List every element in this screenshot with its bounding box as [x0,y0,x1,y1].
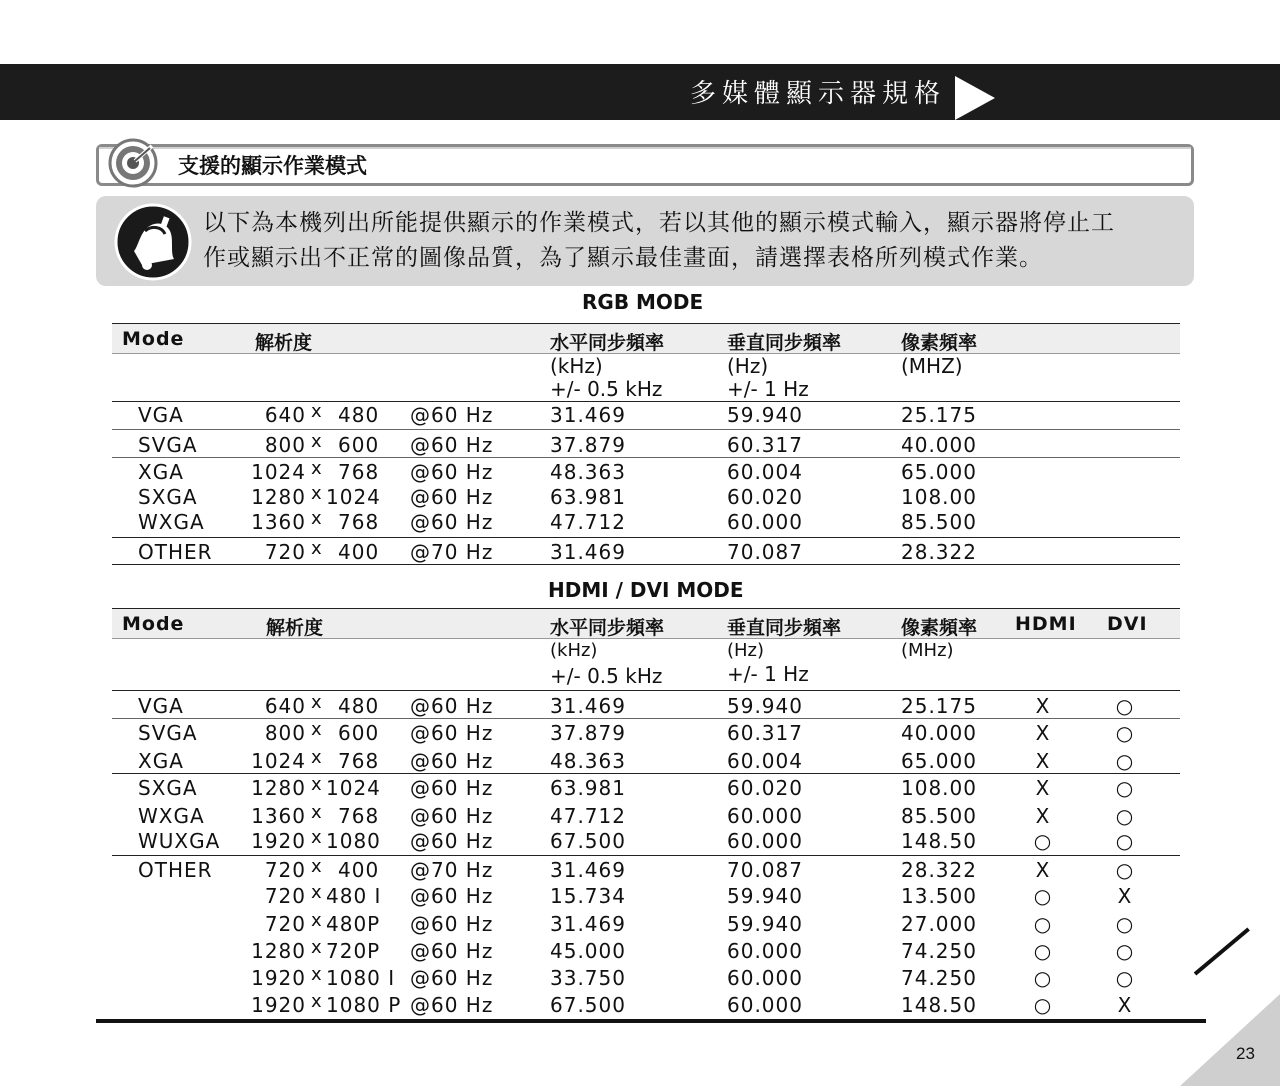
rgb-cell-width: 1360 [251,510,306,534]
rgb-cell-mode: WXGA [138,510,205,534]
rgb-rule-3 [112,537,1180,538]
rgb-cell-times: x [311,458,323,479]
rgb-cell-rate: @70 Hz [410,540,494,564]
rgb-cell-hfreq: 47.712 [550,510,626,534]
page-title: 多媒體顯示器規格 [690,79,947,109]
hdmi-cell-vfreq: 59.940 [727,884,803,908]
hdmi-cell-mode: VGA [138,694,184,718]
rgb-table-title: RGB MODE [582,290,704,314]
rgb-header-hfreq: 水平同步頻率 [550,332,665,354]
hdmi-cell-pixclock: 148.50 [901,993,977,1017]
hdmi-cell-height: 1024 [326,776,381,800]
hdmi-cell-pixclock: 74.250 [901,966,977,990]
hdmi-cell-vfreq: 70.087 [727,858,803,882]
hdmi-cell-rate: @60 Hz [410,804,494,828]
rgb-cell-pixclock: 108.00 [901,485,977,509]
hdmi-cell-height: 768 [338,804,380,828]
rgb-rule-1 [112,429,1180,430]
rgb-cell-pixclock: 25.175 [901,403,977,427]
hdmi-header-pixclock: 像素頻率 [901,617,978,639]
hdmi-table-title: HDMI / DVI MODE [548,578,744,602]
hdmi-cell-hdmi-support: ○ [1033,966,1053,990]
hdmi-unit-khz: (kHz) [550,640,598,661]
hdmi-cell-hfreq: 31.469 [550,912,626,936]
rgb-cell-hfreq: 37.879 [550,433,626,457]
rgb-cell-mode: VGA [138,403,184,427]
rgb-cell-vfreq: 60.020 [727,485,803,509]
hdmi-cell-mode: SXGA [138,776,198,800]
hdmi-cell-hdmi-support: X [1035,776,1051,800]
rgb-cell-vfreq: 70.087 [727,540,803,564]
hdmi-cell-times: x [311,802,323,823]
rgb-unit-khz: (kHz) [550,354,603,378]
hdmi-cell-height: 1080 [326,829,381,853]
hdmi-cell-vfreq: 60.000 [727,993,803,1017]
rgb-cell-pixclock: 85.500 [901,510,977,534]
rgb-cell-mode: SVGA [138,433,198,457]
hdmi-cell-width: 1920 [251,829,306,853]
rgb-cell-height: 1024 [326,485,381,509]
footer-rule [96,1019,1206,1023]
hdmi-cell-pixclock: 40.000 [901,721,977,745]
hdmi-cell-dvi-support: ○ [1115,749,1135,773]
hdmi-unit-khz-tol: +/- 0.5 kHz [550,664,663,688]
hdmi-cell-rate: @60 Hz [410,993,494,1017]
hdmi-cell-height: 480 I [326,884,382,908]
rgb-cell-times: x [311,508,323,529]
hdmi-cell-rate: @60 Hz [410,829,494,853]
rgb-cell-height: 768 [338,460,380,484]
hdmi-cell-hfreq: 37.879 [550,721,626,745]
hdmi-cell-hfreq: 67.500 [550,993,626,1017]
hdmi-cell-rate: @60 Hz [410,884,494,908]
target-icon [108,138,158,188]
hdmi-cell-hdmi-support: X [1035,804,1051,828]
hdmi-header-vfreq: 垂直同步頻率 [727,617,842,639]
rgb-cell-mode: OTHER [138,540,213,564]
hdmi-cell-height: 1080 P [326,993,402,1017]
hdmi-cell-pixclock: 13.500 [901,884,977,908]
rgb-cell-rate: @60 Hz [410,460,494,484]
hdmi-rule-3 [112,855,1180,856]
rgb-cell-pixclock: 65.000 [901,460,977,484]
rgb-unit-mhz: (MHZ) [901,354,963,378]
hdmi-cell-rate: @60 Hz [410,694,494,718]
hdmi-unit-hz-tol: +/- 1 Hz [727,662,809,686]
hdmi-cell-dvi-support: ○ [1115,721,1135,745]
hdmi-cell-vfreq: 60.000 [727,829,803,853]
hdmi-cell-times: x [311,882,323,903]
rgb-cell-times: x [311,538,323,559]
hdmi-cell-height: 720P [326,939,381,963]
rgb-cell-hfreq: 63.981 [550,485,626,509]
rgb-header-resolution: 解析度 [255,332,313,354]
hdmi-cell-height: 400 [338,858,380,882]
hdmi-cell-vfreq: 59.940 [727,694,803,718]
hdmi-header-mode: Mode [122,613,185,635]
rgb-cell-height: 768 [338,510,380,534]
hdmi-cell-width: 1024 [251,749,306,773]
rgb-cell-vfreq: 60.317 [727,433,803,457]
hdmi-cell-rate: @60 Hz [410,776,494,800]
hdmi-cell-width: 720 [264,884,306,908]
rgb-cell-pixclock: 40.000 [901,433,977,457]
hdmi-cell-dvi-support: X [1117,884,1133,908]
hdmi-cell-hfreq: 67.500 [550,829,626,853]
hdmi-rule-2 [112,773,1180,774]
hdmi-cell-dvi-support: ○ [1115,939,1135,963]
hdmi-cell-times: x [311,774,323,795]
hdmi-cell-times: x [311,910,323,931]
rgb-header-mode: Mode [122,328,185,350]
hdmi-cell-width: 1280 [251,939,306,963]
hdmi-cell-dvi-support: ○ [1115,858,1135,882]
hdmi-cell-hdmi-support: ○ [1033,993,1053,1017]
hdmi-cell-dvi-support: X [1117,993,1133,1017]
hdmi-cell-hdmi-support: X [1035,721,1051,745]
hdmi-cell-hdmi-support: ○ [1033,939,1053,963]
hdmi-cell-times: x [311,937,323,958]
rgb-cell-width: 1280 [251,485,306,509]
bell-icon [114,203,192,281]
hdmi-cell-rate: @60 Hz [410,912,494,936]
rgb-unit-khz-tol: +/- 0.5 kHz [550,377,663,401]
rgb-header-vfreq: 垂直同步頻率 [727,332,842,354]
rgb-cell-times: x [311,431,323,452]
hdmi-cell-pixclock: 108.00 [901,776,977,800]
hdmi-cell-pixclock: 85.500 [901,804,977,828]
hdmi-cell-hfreq: 31.469 [550,858,626,882]
hdmi-cell-width: 1920 [251,993,306,1017]
footer-slant [1194,927,1250,975]
rgb-cell-height: 480 [338,403,380,427]
rgb-header-pixclock: 像素頻率 [901,332,978,354]
hdmi-cell-dvi-support: ○ [1115,776,1135,800]
rgb-cell-mode: XGA [138,460,184,484]
hdmi-header-hfreq: 水平同步頻率 [550,617,665,639]
hdmi-cell-height: 600 [338,721,380,745]
rgb-unit-hz-tol: +/- 1 Hz [727,377,809,401]
hdmi-cell-mode: SVGA [138,721,198,745]
hdmi-cell-times: x [311,719,323,740]
hdmi-cell-hfreq: 15.734 [550,884,626,908]
hdmi-cell-times: x [311,827,323,848]
rgb-cell-width: 1024 [251,460,306,484]
hdmi-cell-times: x [311,964,323,985]
hdmi-cell-hdmi-support: ○ [1033,912,1053,936]
hdmi-cell-pixclock: 25.175 [901,694,977,718]
hdmi-cell-mode: XGA [138,749,184,773]
hdmi-cell-width: 720 [264,858,306,882]
hdmi-cell-height: 1080 I [326,966,396,990]
rgb-cell-hfreq: 31.469 [550,540,626,564]
hdmi-cell-hfreq: 31.469 [550,694,626,718]
rgb-cell-height: 600 [338,433,380,457]
hdmi-rule-units [112,690,1180,691]
hdmi-cell-hfreq: 45.000 [550,939,626,963]
section-title: 支援的顯示作業模式 [178,154,367,178]
header-bar [0,64,1280,120]
hdmi-cell-times: x [311,991,323,1012]
hdmi-cell-hfreq: 48.363 [550,749,626,773]
rgb-cell-vfreq: 60.000 [727,510,803,534]
hdmi-cell-vfreq: 60.020 [727,776,803,800]
note-line-2: 作或顯示出不正常的圖像品質，為了顯示最佳畫面，請選擇表格所列模式作業。 [203,245,1043,271]
hdmi-cell-times: x [311,856,323,877]
hdmi-cell-pixclock: 27.000 [901,912,977,936]
rgb-cell-times: x [311,401,323,422]
page-corner [1180,994,1280,1086]
hdmi-cell-rate: @60 Hz [410,966,494,990]
rgb-cell-width: 640 [264,403,306,427]
hdmi-cell-width: 640 [264,694,306,718]
note-text [203,206,1183,276]
note-line-1: 以下為本機列出所能提供顯示的作業模式，若以其他的顯示模式輸入，顯示器將停止工 [203,210,1115,236]
hdmi-cell-hfreq: 47.712 [550,804,626,828]
hdmi-cell-hdmi-support: X [1035,858,1051,882]
rgb-cell-pixclock: 28.322 [901,540,977,564]
rgb-cell-rate: @60 Hz [410,433,494,457]
rgb-cell-mode: SXGA [138,485,198,509]
rgb-cell-height: 400 [338,540,380,564]
hdmi-cell-mode: WUXGA [138,829,221,853]
hdmi-cell-height: 480 [338,694,380,718]
hdmi-cell-vfreq: 60.000 [727,939,803,963]
hdmi-rule-1 [112,718,1180,719]
hdmi-header-resolution: 解析度 [266,617,324,639]
rgb-rule-units [112,401,1180,402]
hdmi-cell-dvi-support: ○ [1115,694,1135,718]
hdmi-unit-hz: (Hz) [727,640,765,661]
rgb-rule-bottom [112,564,1180,565]
hdmi-cell-pixclock: 65.000 [901,749,977,773]
hdmi-cell-pixclock: 148.50 [901,829,977,853]
hdmi-cell-dvi-support: ○ [1115,804,1135,828]
hdmi-cell-height: 768 [338,749,380,773]
rgb-cell-hfreq: 31.469 [550,403,626,427]
hdmi-cell-pixclock: 28.322 [901,858,977,882]
hdmi-cell-rate: @70 Hz [410,858,494,882]
rgb-cell-width: 800 [264,433,306,457]
hdmi-cell-width: 800 [264,721,306,745]
rgb-cell-times: x [311,483,323,504]
hdmi-cell-dvi-support: ○ [1115,829,1135,853]
rgb-cell-rate: @60 Hz [410,485,494,509]
hdmi-cell-times: x [311,747,323,768]
hdmi-cell-rate: @60 Hz [410,939,494,963]
hdmi-cell-times: x [311,692,323,713]
hdmi-cell-width: 1920 [251,966,306,990]
rgb-cell-vfreq: 60.004 [727,460,803,484]
hdmi-cell-vfreq: 60.317 [727,721,803,745]
hdmi-cell-vfreq: 59.940 [727,912,803,936]
hdmi-header-hdmi: HDMI [1015,613,1077,635]
hdmi-cell-pixclock: 74.250 [901,939,977,963]
hdmi-cell-width: 1280 [251,776,306,800]
hdmi-header-dvi: DVI [1107,613,1148,635]
hdmi-cell-vfreq: 60.004 [727,749,803,773]
hdmi-cell-mode: OTHER [138,858,213,882]
hdmi-cell-hdmi-support: ○ [1033,829,1053,853]
hdmi-cell-hdmi-support: ○ [1033,884,1053,908]
header-wedge [955,76,995,120]
hdmi-cell-hdmi-support: X [1035,694,1051,718]
hdmi-cell-hfreq: 33.750 [550,966,626,990]
hdmi-cell-width: 720 [264,912,306,936]
hdmi-cell-vfreq: 60.000 [727,804,803,828]
hdmi-unit-mhz: (MHz) [901,640,954,661]
hdmi-cell-hfreq: 63.981 [550,776,626,800]
rgb-cell-rate: @60 Hz [410,510,494,534]
hdmi-cell-height: 480P [326,912,381,936]
hdmi-cell-dvi-support: ○ [1115,912,1135,936]
rgb-cell-width: 720 [264,540,306,564]
rgb-unit-hz: (Hz) [727,354,769,378]
hdmi-cell-vfreq: 60.000 [727,966,803,990]
hdmi-cell-hdmi-support: X [1035,749,1051,773]
hdmi-cell-dvi-support: ○ [1115,966,1135,990]
rgb-cell-rate: @60 Hz [410,403,494,427]
hdmi-cell-rate: @60 Hz [410,721,494,745]
rgb-cell-hfreq: 48.363 [550,460,626,484]
hdmi-cell-mode: WXGA [138,804,205,828]
hdmi-cell-width: 1360 [251,804,306,828]
page-number: 23 [1236,1044,1255,1063]
rgb-cell-vfreq: 59.940 [727,403,803,427]
hdmi-cell-rate: @60 Hz [410,749,494,773]
rgb-rule-2 [112,457,1180,458]
